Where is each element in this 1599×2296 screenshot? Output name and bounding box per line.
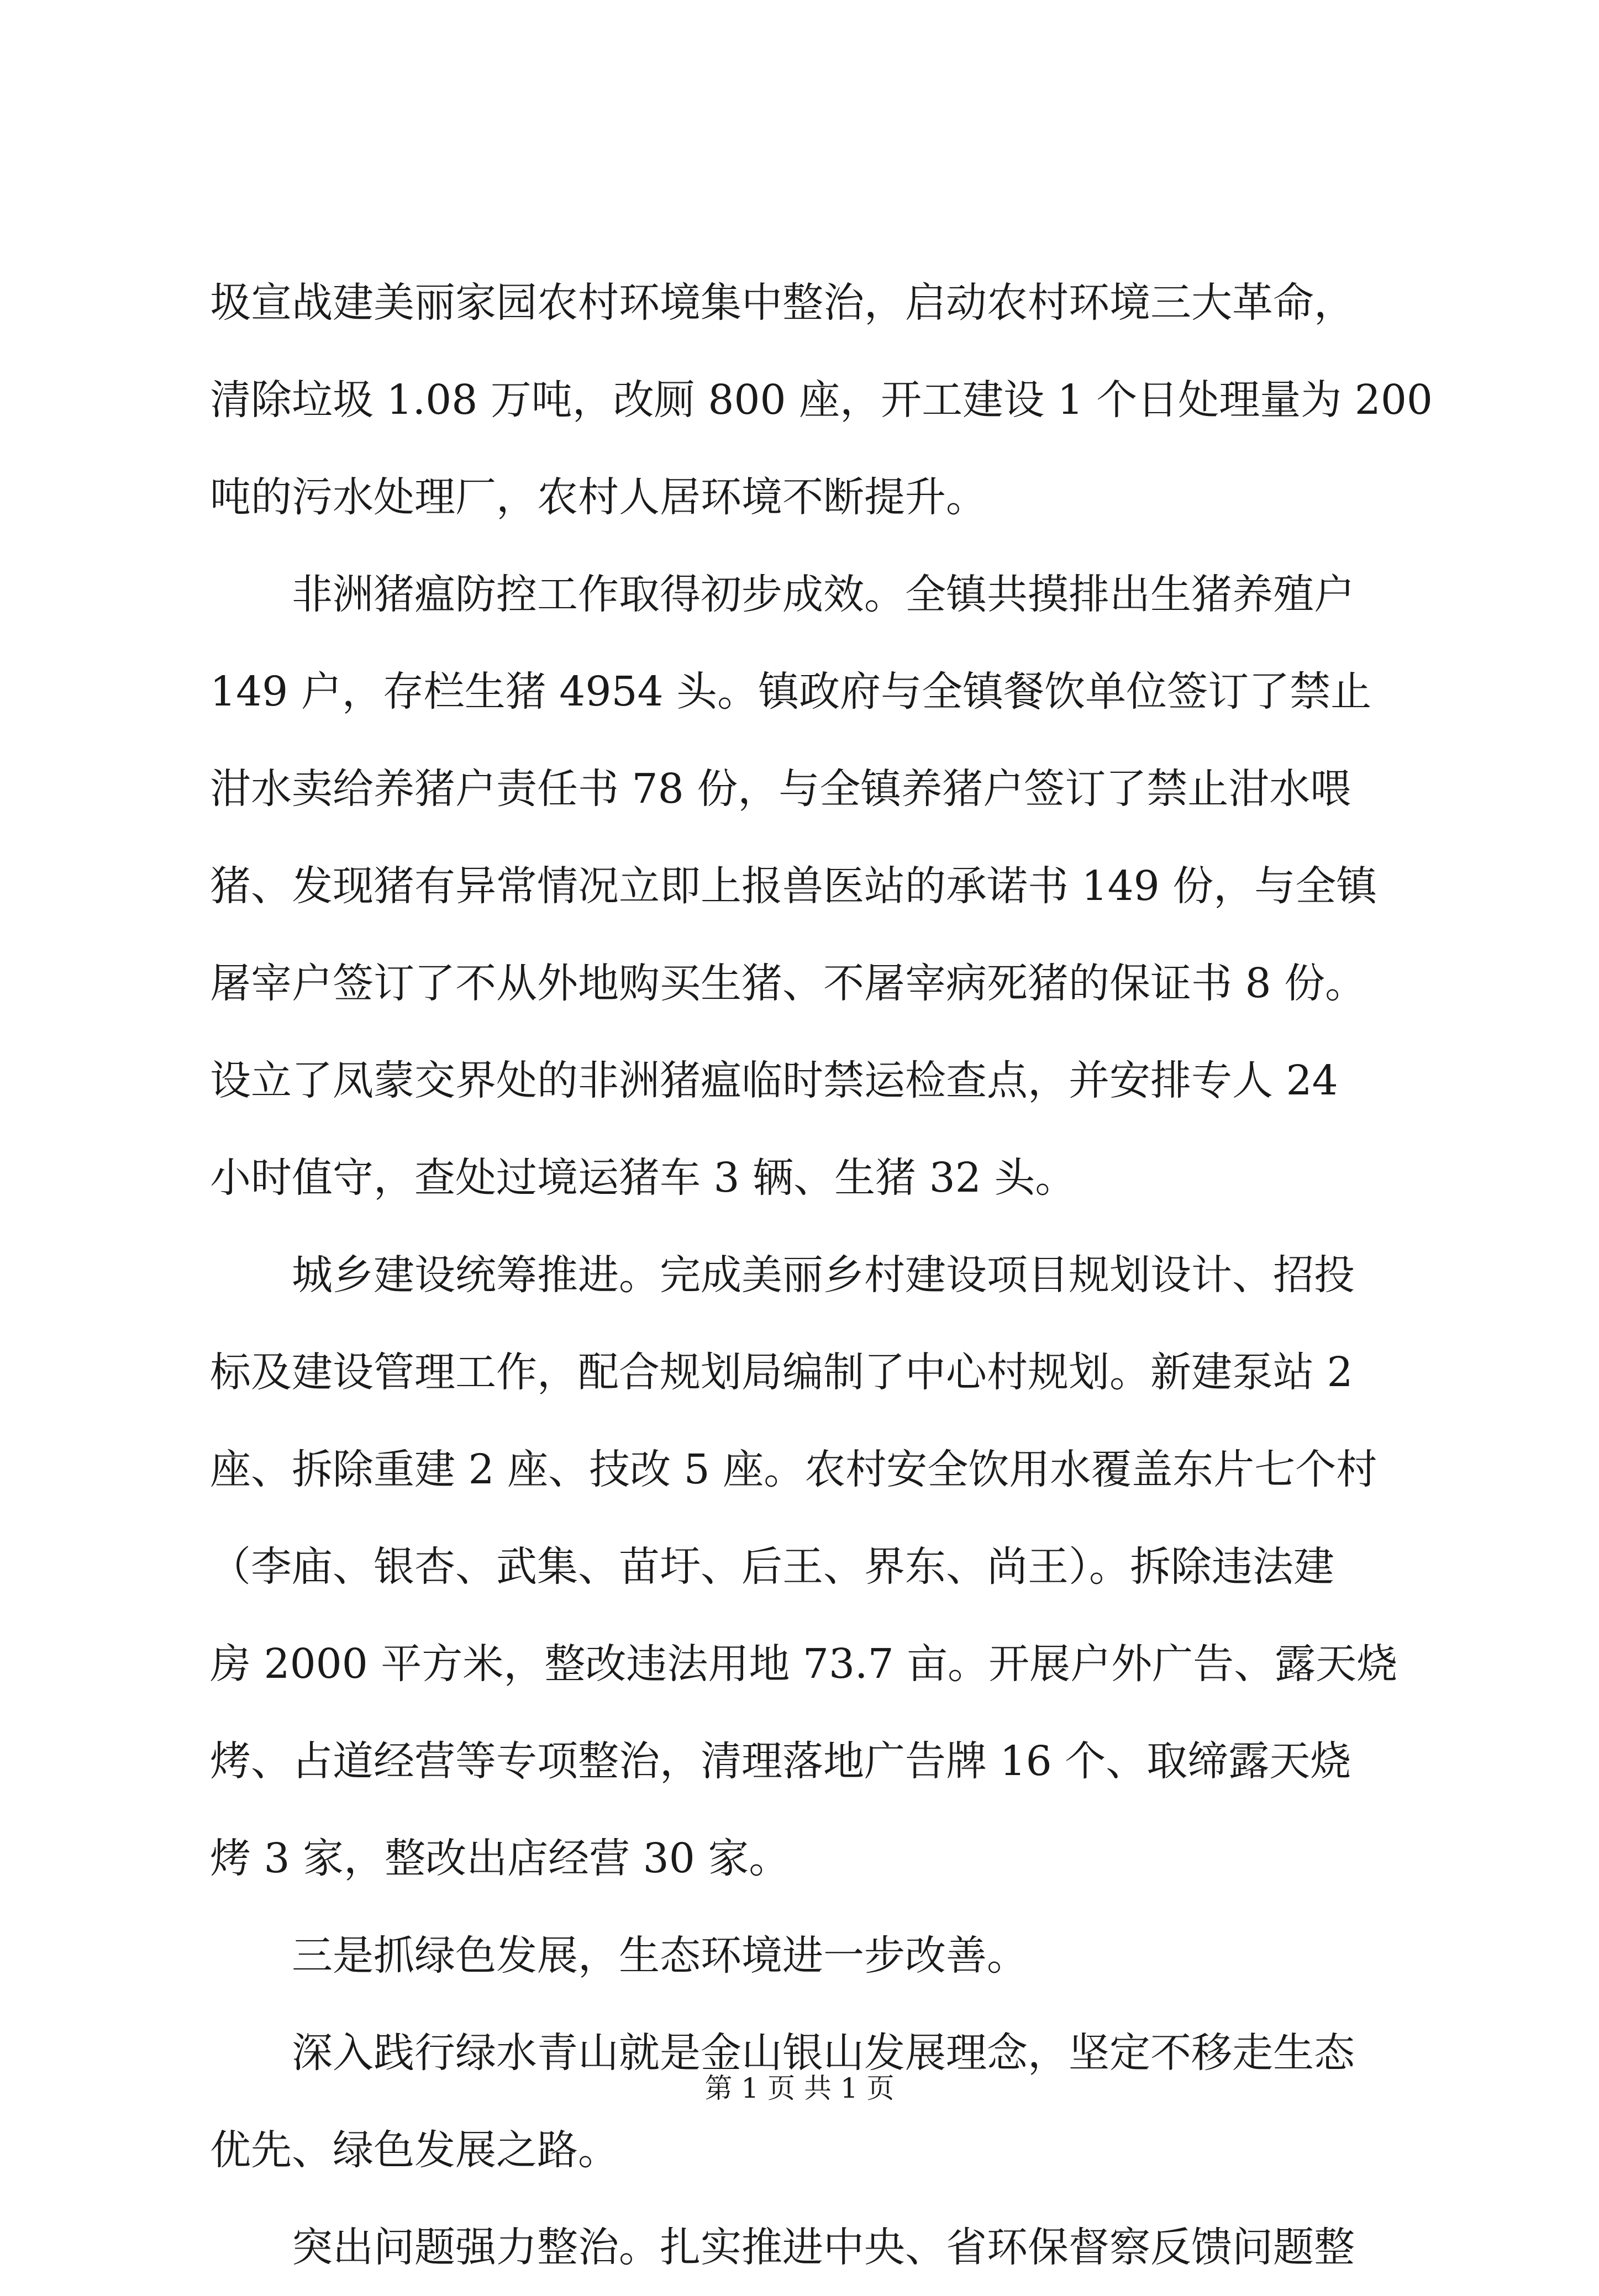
text-line: 泔水卖给养猪户责任书 78 份，与全镇养猪户签订了禁止泔水喂 — [210, 765, 1351, 813]
text-line: 突出问题强力整治。扎实推进中央、省环保督察反馈问题整 — [210, 2224, 1355, 2271]
text-line: 非洲猪瘟防控工作取得初步成效。全镇共摸排出生猪养殖户 — [210, 571, 1355, 618]
text-line: （李庙、银杏、武集、苗圩、后王、界东、尚王）。拆除违法建 — [210, 1543, 1334, 1591]
text-line: 设立了凤蒙交界处的非洲猪瘟临时禁运检查点，并安排专人 24 — [210, 1057, 1338, 1104]
text-line: 座、拆除重建 2 座、技改 5 座。农村安全饮用水覆盖东片七个村 — [210, 1446, 1377, 1493]
text-line: 三是抓绿色发展，生态环境进一步改善。 — [210, 1932, 1028, 1979]
text-line: 屠宰户签订了不从外地购买生猪、不屠宰病死猪的保证书 8 份。 — [210, 960, 1366, 1007]
page-number-footer: 第 1 页 共 1 页 — [704, 2072, 895, 2104]
text-line: 小时值守，查处过境运猪车 3 辆、生猪 32 头。 — [210, 1154, 1076, 1202]
text-line: 烤 3 家，整改出店经营 30 家。 — [210, 1835, 790, 1882]
text-line: 149 户，存栏生猪 4954 头。镇政府与全镇餐饮单位签订了禁止 — [210, 668, 1372, 715]
text-line: 深入践行绿水青山就是金山银山发展理念，坚定不移走生态 — [210, 2029, 1355, 2077]
document-body — [210, 254, 1433, 2296]
text-line: 优先、绿色发展之路。 — [210, 2126, 619, 2174]
text-line: 清除垃圾 1.08 万吨，改厕 800 座，开工建设 1 个日处理量为 200 — [210, 376, 1433, 424]
text-line: 吨的污水处理厂，农村人居环境不断提升。 — [210, 473, 987, 521]
text-line: 圾宣战建美丽家园农村环境集中整治，启动农村环境三大革命， — [210, 279, 1355, 327]
text-line: 烤、占道经营等专项整治，清理落地广告牌 16 个、取缔露天烧 — [210, 1737, 1351, 1785]
text-line: 猪、发现猪有异常情况立即上报兽医站的承诺书 149 份，与全镇 — [210, 862, 1377, 910]
text-line: 标及建设管理工作，配合规划局编制了中心村规划。新建泵站 2 — [210, 1349, 1353, 1396]
text-line: 城乡建设统筹推进。完成美丽乡村建设项目规划设计、招投 — [210, 1251, 1355, 1299]
text-line: 房 2000 平方米，整改违法用地 73.7 亩。开展户外广告、露天烧 — [210, 1640, 1398, 1688]
